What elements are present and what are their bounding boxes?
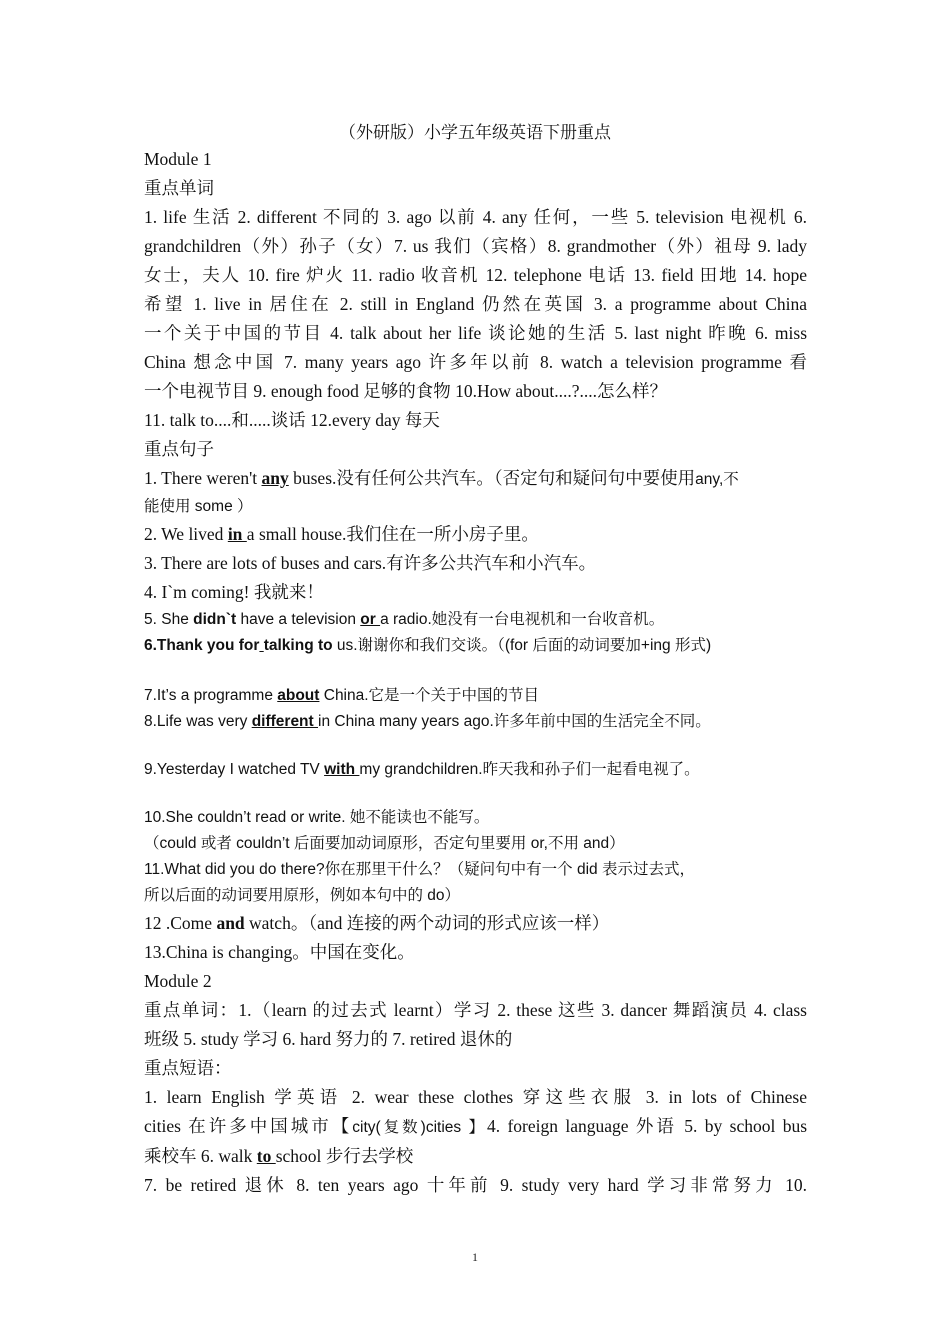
key-word: with xyxy=(324,761,360,778)
key-word: different xyxy=(251,713,318,730)
note-text: any,不 xyxy=(695,471,739,488)
sentence-1 xyxy=(144,464,807,494)
sentence-text: 9.Yesterday I watched TV xyxy=(144,761,325,778)
sentence-text: in China many years ago.许多年前中国的生活完全不同。 xyxy=(318,713,711,730)
module1-words-line: 女士，夫人 10. fire 炉火 11. radio 收音机 12. telephone 电话 13. field 田地 14. hope xyxy=(144,265,807,285)
module1-sentences-heading: 重点句子 xyxy=(144,439,214,459)
sentence-9 xyxy=(144,757,807,783)
note-text: city(复数)cities 】 xyxy=(352,1119,487,1136)
module1-words-line: China 想念中国 7. many years ago 许多年以前 8. watch a television programme 看 xyxy=(144,352,807,372)
module2-heading: Module 2 xyxy=(144,971,212,991)
page-content xyxy=(144,145,807,1200)
spacer xyxy=(144,659,807,683)
sentence-11: 11.What did you do there?你在那里干什么？（疑问句中有一个 did 表示过去式， xyxy=(144,861,695,878)
sentence-1-note: 能使用 some ） xyxy=(144,498,253,515)
page-title: （外研版）小学五年级英语下册重点 xyxy=(339,123,611,143)
sentence-7 xyxy=(144,683,807,709)
sentence-13: 13.China is changing。中国在变化。 xyxy=(144,942,415,962)
key-word: any xyxy=(261,468,289,488)
module1-words-line: 1. life 生活 2. different 不同的 3. ago 以前 4. any 任何，一些 5. television 电视机 6. xyxy=(144,207,807,227)
sentence-text: 7.It’s a programme xyxy=(144,687,278,704)
module2-phrases-line: 7. be retired 退休 8. ten years ago 十年前 9. study very hard 学习非常努力 10. xyxy=(144,1175,807,1195)
module2-phrases-line xyxy=(144,1142,807,1171)
module2-phrases-line: 1. learn English 学英语 2. wear these clothes 穿这些衣服 3. in lots of Chinese xyxy=(144,1087,807,1107)
module1-words-line: grandchildren（外）孙子（女）7. us 我们（宾格）8. grandmother（外）祖母 9. lady xyxy=(144,236,807,256)
sentence-text: 2. We lived xyxy=(144,524,228,544)
spacer xyxy=(144,783,807,805)
phrase-text: cities 在许多中国城市【 xyxy=(144,1116,353,1136)
sentence-12 xyxy=(144,909,807,938)
sentence-text: 6.Thank you for xyxy=(144,637,260,654)
key-word: or xyxy=(360,611,381,628)
sentence-5 xyxy=(144,607,807,633)
module2-words-line: 班级 5. study 学习 6. hard 努力的 7. retired 退休的 xyxy=(144,1029,513,1049)
spacer xyxy=(144,735,807,757)
sentence-4: 4. I`m coming! 我就来！ xyxy=(144,582,324,602)
key-word: talking to xyxy=(263,637,333,654)
sentence-10-note: （could 或者 couldn’t 后面要加动词原形，否定句里要用 or,不用 and） xyxy=(144,835,625,852)
sentence-text: a small house.我们住在一所小房子里。 xyxy=(246,524,539,544)
module1-words-line: 11. talk to....和.....谈话 12.every day 每天 xyxy=(144,410,440,430)
sentence-8 xyxy=(144,709,807,735)
sentence-text: buses.没有任何公共汽车。（否定句和疑问句中要使用 xyxy=(288,468,696,488)
sentence-6 xyxy=(144,633,807,659)
phrase-text: 4. foreign language 外语 5. by school bus xyxy=(486,1116,807,1136)
key-word: and xyxy=(216,913,245,933)
sentence-11-note: 所以后面的动词要用原形，例如本句中的 do） xyxy=(144,887,461,904)
phrase-text: 乘校车 6. walk xyxy=(144,1146,257,1166)
module1-words-line: 一个电视节目 9. enough food 足够的食物 10.How about....?....怎么样？ xyxy=(144,381,668,401)
sentence-text: a radio.她没有一台电视机和一台收音机。 xyxy=(380,611,665,628)
module2-phrases-line xyxy=(144,1112,807,1142)
sentence-text: 1. There weren't xyxy=(144,468,262,488)
sentence-text: my grandchildren.昨天我和孙子们一起看电视了。 xyxy=(359,761,700,778)
sentence-text: 5. She xyxy=(144,611,194,628)
module2-phrases-heading: 重点短语： xyxy=(144,1058,232,1078)
phrase-text: school 步行去学校 xyxy=(275,1146,414,1166)
sentence-text: 8.Life was very xyxy=(144,713,252,730)
key-word: didn`t xyxy=(193,611,237,628)
module1-words-heading: 重点单词 xyxy=(144,178,214,198)
sentence-text: 12 .Come xyxy=(144,913,217,933)
sentence-text: have a television xyxy=(236,611,361,628)
sentence-text: China.它是一个关于中国的节目 xyxy=(319,687,540,704)
module1-words-line: 希望 1. live in 居住在 2. still in England 仍然在英国 3. a programme about China xyxy=(144,294,807,314)
sentence-text: us.谢谢你和我们交谈。（(for 后面的动词要加+ing 形式) xyxy=(332,637,712,654)
sentence-3: 3. There are lots of buses and cars.有许多公共汽车和小汽车。 xyxy=(144,553,597,573)
sentence-10: 10.She couldn’t read or write. 她不能读也不能写。 xyxy=(144,809,490,826)
sentence-text: watch。（and 连接的两个动词的形式应该一样） xyxy=(244,913,610,933)
key-word: to xyxy=(256,1146,276,1166)
key-word: in xyxy=(227,524,247,544)
sentence-2 xyxy=(144,520,807,549)
page-number: 1 xyxy=(472,1250,478,1264)
module1-heading: Module 1 xyxy=(144,149,212,169)
module1-words-line: 一个关于中国的节目 4. talk about her life 谈论她的生活 5. last night 昨晚 6. miss xyxy=(144,323,807,343)
key-word: about xyxy=(277,687,320,704)
module2-words-line: 重点单词：1.（learn 的过去式 learnt）学习 2. these 这些 3. dancer 舞蹈演员 4. class xyxy=(144,1000,807,1020)
